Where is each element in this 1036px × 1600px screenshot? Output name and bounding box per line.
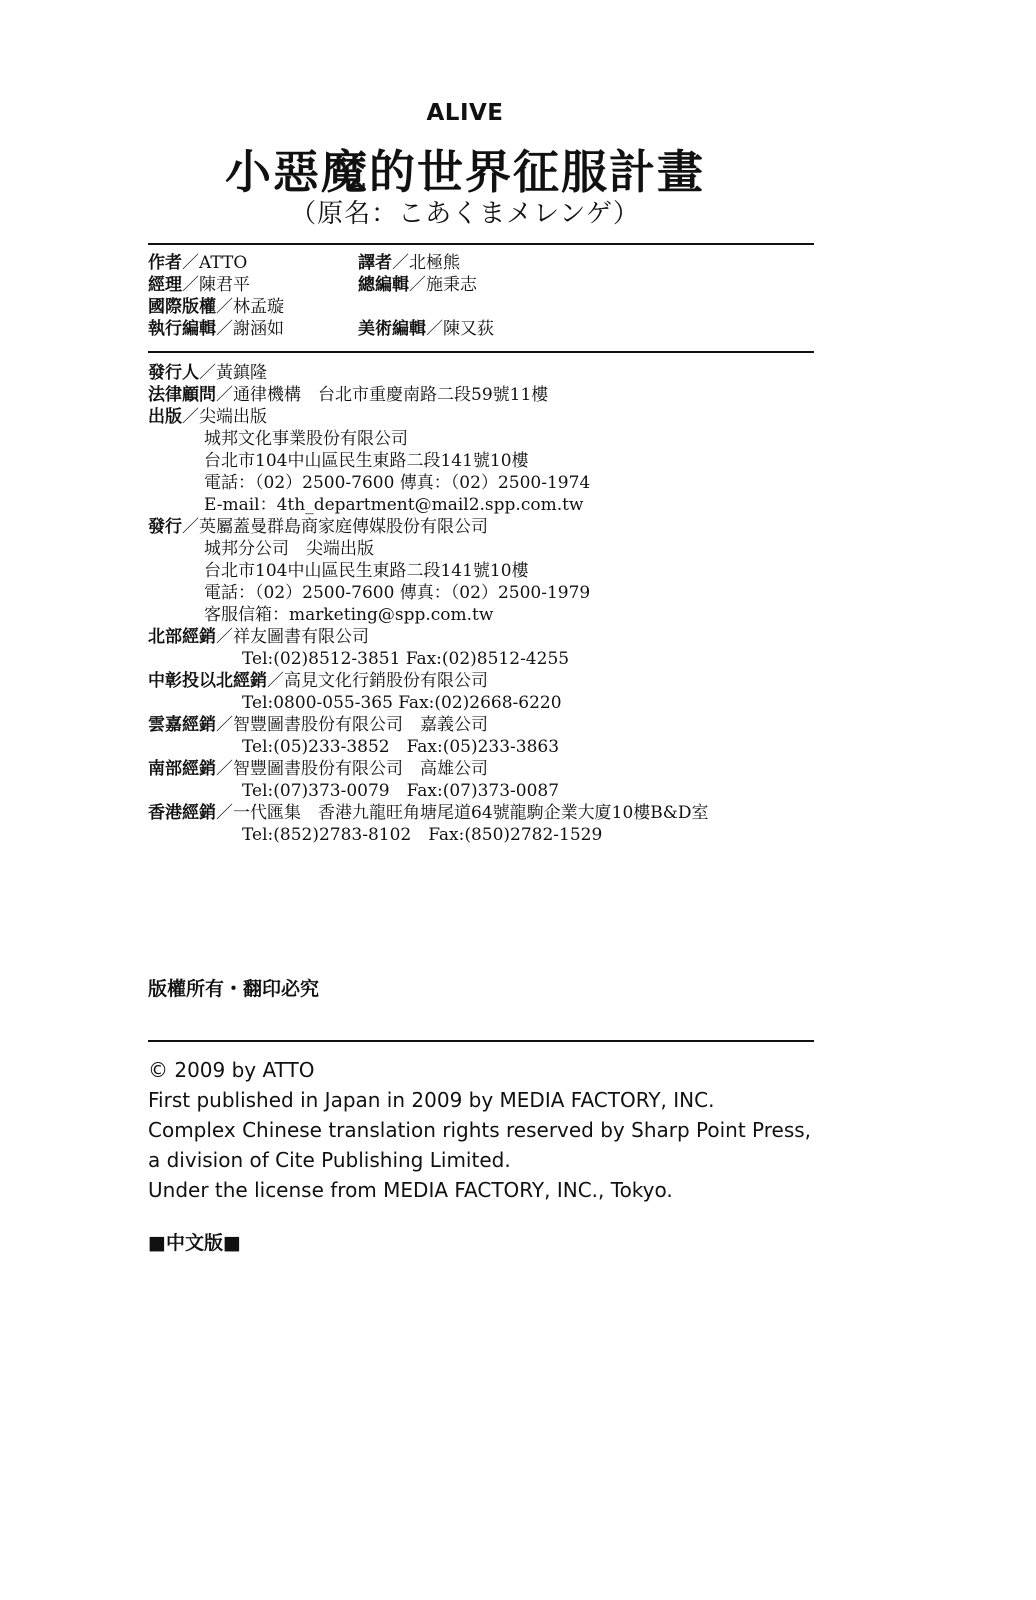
- english-line: Under the license from MEDIA FACTORY, INC., Tokyo.: [148, 1178, 673, 1202]
- publisher-line-text: Tel:(07)373-0079 Fax:(07)373-0087: [242, 781, 560, 801]
- publisher-line: [148, 714, 908, 736]
- credit-role: 美術編輯: [358, 319, 426, 339]
- publisher-line: [148, 824, 908, 846]
- publisher-line: [148, 516, 908, 538]
- publisher-line: [148, 384, 908, 406]
- book-title: 小惡魔的世界征服計畫: [225, 145, 705, 199]
- credit-left: [148, 252, 247, 274]
- english-copyright-block: [148, 1055, 948, 1205]
- publisher-line-text: ／一代匯集 香港九龍旺角塘尾道64號龍駒企業大廈10樓B&D室: [216, 803, 709, 823]
- publisher-line-label: 雲嘉經銷: [148, 715, 216, 735]
- credit-name: ／陳又荻: [426, 319, 494, 339]
- publisher-line-text: 電話：（02）2500-7600 傳真：（02）2500-1979: [204, 583, 591, 603]
- publisher-line-text: 電話：（02）2500-7600 傳真：（02）2500-1974: [204, 473, 591, 493]
- credit-role: 經理: [148, 275, 182, 295]
- credit-role: 執行編輯: [148, 319, 216, 339]
- original-title: （原名：こあくまメレンゲ）: [290, 199, 640, 229]
- credit-name: ／謝涵如: [216, 319, 284, 339]
- publisher-line: [148, 406, 908, 428]
- english-line: a division of Cite Publishing Limited.: [148, 1148, 511, 1172]
- credit-name: ／ATTO: [182, 253, 248, 273]
- rights-notice: 版權所有・翻印必究: [148, 978, 320, 1000]
- publisher-line: [148, 758, 908, 780]
- publisher-line: [148, 670, 908, 692]
- publisher-line: [148, 560, 908, 582]
- publisher-line-label: 發行人: [148, 363, 199, 383]
- credit-row: [148, 296, 814, 318]
- publisher-line: [148, 736, 908, 758]
- credit-left: [148, 318, 284, 340]
- divider-bottom: [148, 1040, 814, 1042]
- publisher-line-text: ／祥友圖書有限公司: [216, 627, 369, 647]
- publisher-line: [148, 450, 908, 472]
- credit-right: [358, 318, 494, 340]
- publisher-line-text: Tel:(02)8512-3851 Fax:(02)8512-4255: [242, 649, 570, 669]
- credit-row: [148, 274, 814, 296]
- publisher-line-label: 中彰投以北經銷: [148, 671, 267, 691]
- credit-role: 譯者: [358, 253, 392, 273]
- publisher-line-label: 香港經銷: [148, 803, 216, 823]
- divider-top: [148, 243, 814, 245]
- publisher-line: [148, 582, 908, 604]
- credit-name: ／陳君平: [182, 275, 250, 295]
- english-line: © 2009 by ATTO: [148, 1058, 315, 1082]
- publisher-line-text: ／智豐圖書股份有限公司 高雄公司: [216, 759, 488, 779]
- credits-block: [148, 252, 814, 340]
- publisher-line-text: 客服信箱：marketing@spp.com.tw: [204, 605, 494, 625]
- publisher-line-text: ／通律機構 台北市重慶南路二段59號11樓: [216, 385, 549, 405]
- publisher-line-label: 出版: [148, 407, 182, 427]
- publisher-line: [148, 538, 908, 560]
- publisher-line-text: ／尖端出版: [182, 407, 267, 427]
- credit-name: ／林孟璇: [216, 297, 284, 317]
- publisher-line: [148, 604, 908, 626]
- publisher-block: [148, 362, 908, 846]
- publisher-line: [148, 428, 908, 450]
- publisher-line-text: ／智豐圖書股份有限公司 嘉義公司: [216, 715, 488, 735]
- publisher-line-label: 發行: [148, 517, 182, 537]
- publisher-line-text: 台北市104中山區民生東路二段141號10樓: [204, 451, 529, 471]
- credit-role: 國際版權: [148, 297, 216, 317]
- publisher-line-text: Tel:0800-055-365 Fax:(02)2668-6220: [242, 693, 562, 713]
- publisher-line-text: Tel:(852)2783-8102 Fax:(850)2782-1529: [242, 825, 603, 845]
- publisher-line-text: ／英屬蓋曼群島商家庭傳媒股份有限公司: [182, 517, 488, 537]
- publisher-line: [148, 692, 908, 714]
- publisher-line-text: 城邦文化事業股份有限公司: [204, 429, 408, 449]
- credit-name: ／北極熊: [392, 253, 460, 273]
- credit-name: ／施秉志: [409, 275, 477, 295]
- english-line: First published in Japan in 2009 by MEDIA FACTORY, INC.: [148, 1088, 715, 1112]
- credit-role: 作者: [148, 253, 182, 273]
- publisher-line-text: ／高見文化行銷股份有限公司: [267, 671, 488, 691]
- credit-right: [358, 274, 477, 296]
- series-label: ALIVE: [426, 100, 504, 126]
- credit-left: [148, 296, 284, 318]
- publisher-line: [148, 648, 908, 670]
- edition-label: ■中文版■: [148, 1232, 241, 1254]
- publisher-line-text: ／黃鎮隆: [199, 363, 267, 383]
- publisher-line: [148, 362, 908, 384]
- publisher-line: [148, 472, 908, 494]
- publisher-line-text: 台北市104中山區民生東路二段141號10樓: [204, 561, 529, 581]
- publisher-line-text: E-mail：4th_department@mail2.spp.com.tw: [204, 495, 584, 515]
- english-line: Complex Chinese translation rights reserved by Sharp Point Press,: [148, 1118, 812, 1142]
- credit-row: [148, 252, 814, 274]
- publisher-line-text: 城邦分公司 尖端出版: [204, 539, 374, 559]
- divider-middle: [148, 351, 814, 353]
- publisher-line: [148, 494, 908, 516]
- publisher-line-label: 法律顧問: [148, 385, 216, 405]
- publisher-line: [148, 802, 908, 824]
- publisher-line-text: Tel:(05)233-3852 Fax:(05)233-3863: [242, 737, 560, 757]
- credit-right: [358, 252, 460, 274]
- credit-left: [148, 274, 250, 296]
- credit-role: 總編輯: [358, 275, 409, 295]
- publisher-line: [148, 626, 908, 648]
- publisher-line: [148, 780, 908, 802]
- publisher-line-label: 南部經銷: [148, 759, 216, 779]
- credit-row: [148, 318, 814, 340]
- publisher-line-label: 北部經銷: [148, 627, 216, 647]
